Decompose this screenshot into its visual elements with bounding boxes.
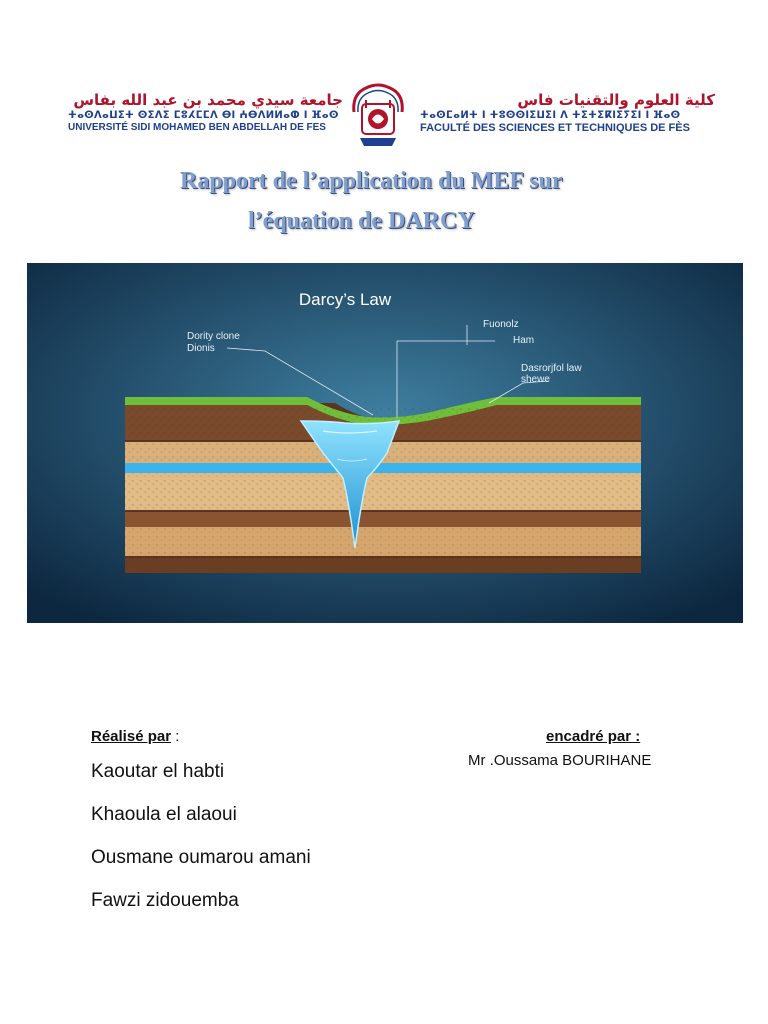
university-name-arabic: جامعة سيدي محمد بن عبد الله بفاس [73, 91, 343, 109]
author-name: Khaoula el alaoui [91, 804, 237, 825]
authors-label-row [91, 728, 411, 750]
authors-block [91, 728, 411, 922]
authors-label: Réalisé par [91, 728, 172, 745]
aquifer-water-band [125, 463, 641, 473]
supervision-block [468, 728, 718, 769]
darcy-law-illustration [27, 263, 743, 623]
figure-label-right-3: Dasrorjfol law [521, 363, 582, 374]
author-name: Kaoutar el habti [91, 761, 225, 782]
supervisor-name: Mr .Oussama BOURIHANE [468, 752, 652, 769]
authors-separator: : [171, 728, 180, 745]
report-title-line-1: Rapport de l’application du MEF sur [180, 168, 563, 194]
university-name-tifinagh: ⵜⴰⵙⴷⴰⵡⵉⵜ ⵙⵉⴷⵉ ⵎⵓⵃⵎⵎⴷ ⴱⵏ ⵄⴱⴷⵍⵍⴰⵀ ⵏ ⴼⴰⵙ [68, 110, 339, 121]
figure-label-left-1: Dority clone [187, 331, 240, 342]
figure-label-right-2: Ham [513, 335, 535, 346]
university-name-latin: UNIVERSITÉ SIDI MOHAMED BEN ABDELLAH DE FES [68, 122, 326, 133]
figure-label-right-4: shewe [521, 374, 550, 385]
figure-label-right-1: Fuonolz [483, 319, 519, 330]
report-title-line-2: l’équation de DARCY [248, 208, 475, 234]
author-name: Ousmane oumarou amani [91, 847, 311, 868]
figure-label-left-2: Dionis [187, 343, 215, 354]
university-header [0, 82, 768, 152]
figure-heading: Darcy’s Law [298, 290, 392, 309]
faculty-logo-text [420, 92, 715, 134]
faculty-name-latin: FACULTÉ DES SCIENCES ET TECHNIQUES DE FÈS [420, 122, 690, 134]
university-logo-text [68, 92, 343, 134]
faculty-name-tifinagh: ⵜⴰⵙⵎⴰⵍⵜ ⵏ ⵜⵓⵙⵙⵏⵉⵡⵉⵏ ⴷ ⵜⵉⵜⵉⴽⵏⵉⵢⵉⵏ ⵏ ⴼⴰⵙ [420, 110, 681, 121]
supervisor-label: encadré par : [546, 728, 641, 745]
author-name: Fawzi zidouemba [91, 890, 239, 911]
university-emblem-icon [348, 82, 408, 152]
faculty-name-arabic: كلية العلوم والتقنيات فاس [517, 91, 715, 109]
